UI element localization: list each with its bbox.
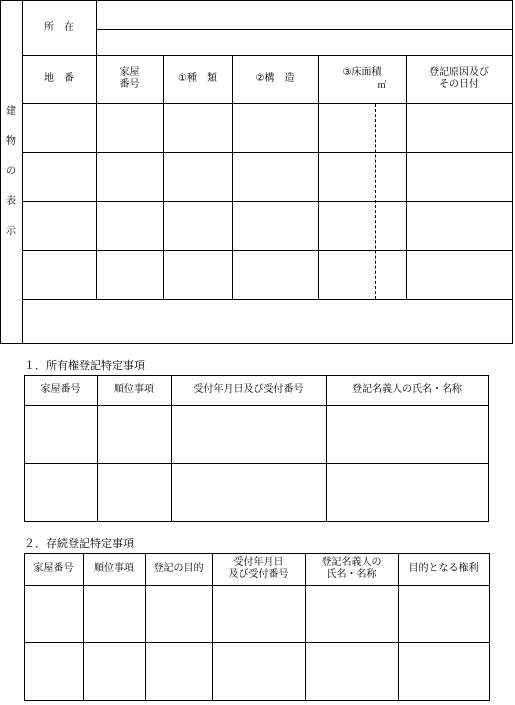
header-house-number: 家屋番号 <box>33 563 74 574</box>
table-border <box>24 553 490 554</box>
side-label-char: の <box>6 166 16 177</box>
header-house-number: 家屋 番号 <box>119 67 140 90</box>
table-border <box>24 521 489 522</box>
column-divider <box>232 55 233 300</box>
header-kind: ①種 類 <box>178 73 217 84</box>
table-border <box>489 553 490 701</box>
header-purpose: 登記の目的 <box>153 563 204 574</box>
column-divider <box>96 55 97 300</box>
side-label-char: 示 <box>6 226 16 237</box>
header-reception: 受付年月日及び受付番号 <box>193 384 304 395</box>
column-divider <box>398 553 399 701</box>
table-border <box>24 375 25 522</box>
header-structure: ②構 造 <box>255 73 295 84</box>
table-border <box>488 375 489 522</box>
table-border <box>24 375 489 376</box>
location-divider <box>96 0 97 55</box>
header-holder: 登記名義人の 氏名・名称 <box>321 557 382 580</box>
row-line <box>24 642 490 643</box>
column-divider <box>145 553 146 701</box>
column-divider <box>83 553 84 701</box>
location-line <box>96 29 512 30</box>
section2-title: ２．存続登記特定事項 <box>24 537 134 550</box>
column-divider <box>97 375 98 522</box>
header-row-line <box>24 585 490 586</box>
section1-title: １．所有権登記特定事項 <box>24 359 145 372</box>
header-holder: 登記名義人の氏名・名称 <box>352 384 462 395</box>
floor-area-decimal-dash <box>375 104 376 299</box>
column-divider <box>171 375 172 522</box>
header-rank: 順位事項 <box>94 563 134 574</box>
table-border <box>0 0 513 1</box>
side-label-char: 表 <box>6 196 16 207</box>
header-target-right: 目的となる権利 <box>408 563 479 574</box>
row-line <box>24 463 489 464</box>
location-label: 所 在 <box>44 22 74 33</box>
table-border <box>0 343 513 344</box>
header-reception: 受付年月日 及び受付番号 <box>228 557 289 580</box>
column-divider <box>326 375 327 522</box>
table-border <box>24 553 25 701</box>
side-label-divider <box>22 0 23 344</box>
side-label-char: 物 <box>6 136 16 147</box>
header-rank: 順位事項 <box>114 384 154 395</box>
table-border <box>0 0 1 344</box>
header-row-line <box>24 405 489 406</box>
column-divider <box>318 55 319 300</box>
header-cause-date: 登記原因及び その日付 <box>429 67 489 90</box>
table-border <box>512 0 513 344</box>
header-floor-area: ③床面積 <box>342 67 382 78</box>
header-house-number: 家屋番号 <box>40 384 81 395</box>
column-divider <box>406 55 407 300</box>
table-border <box>24 700 490 701</box>
header-lot-number: 地 番 <box>44 73 74 84</box>
side-label-char: 建 <box>6 106 16 117</box>
header-floor-area-unit: ㎡ <box>377 81 387 91</box>
column-divider <box>163 55 164 300</box>
